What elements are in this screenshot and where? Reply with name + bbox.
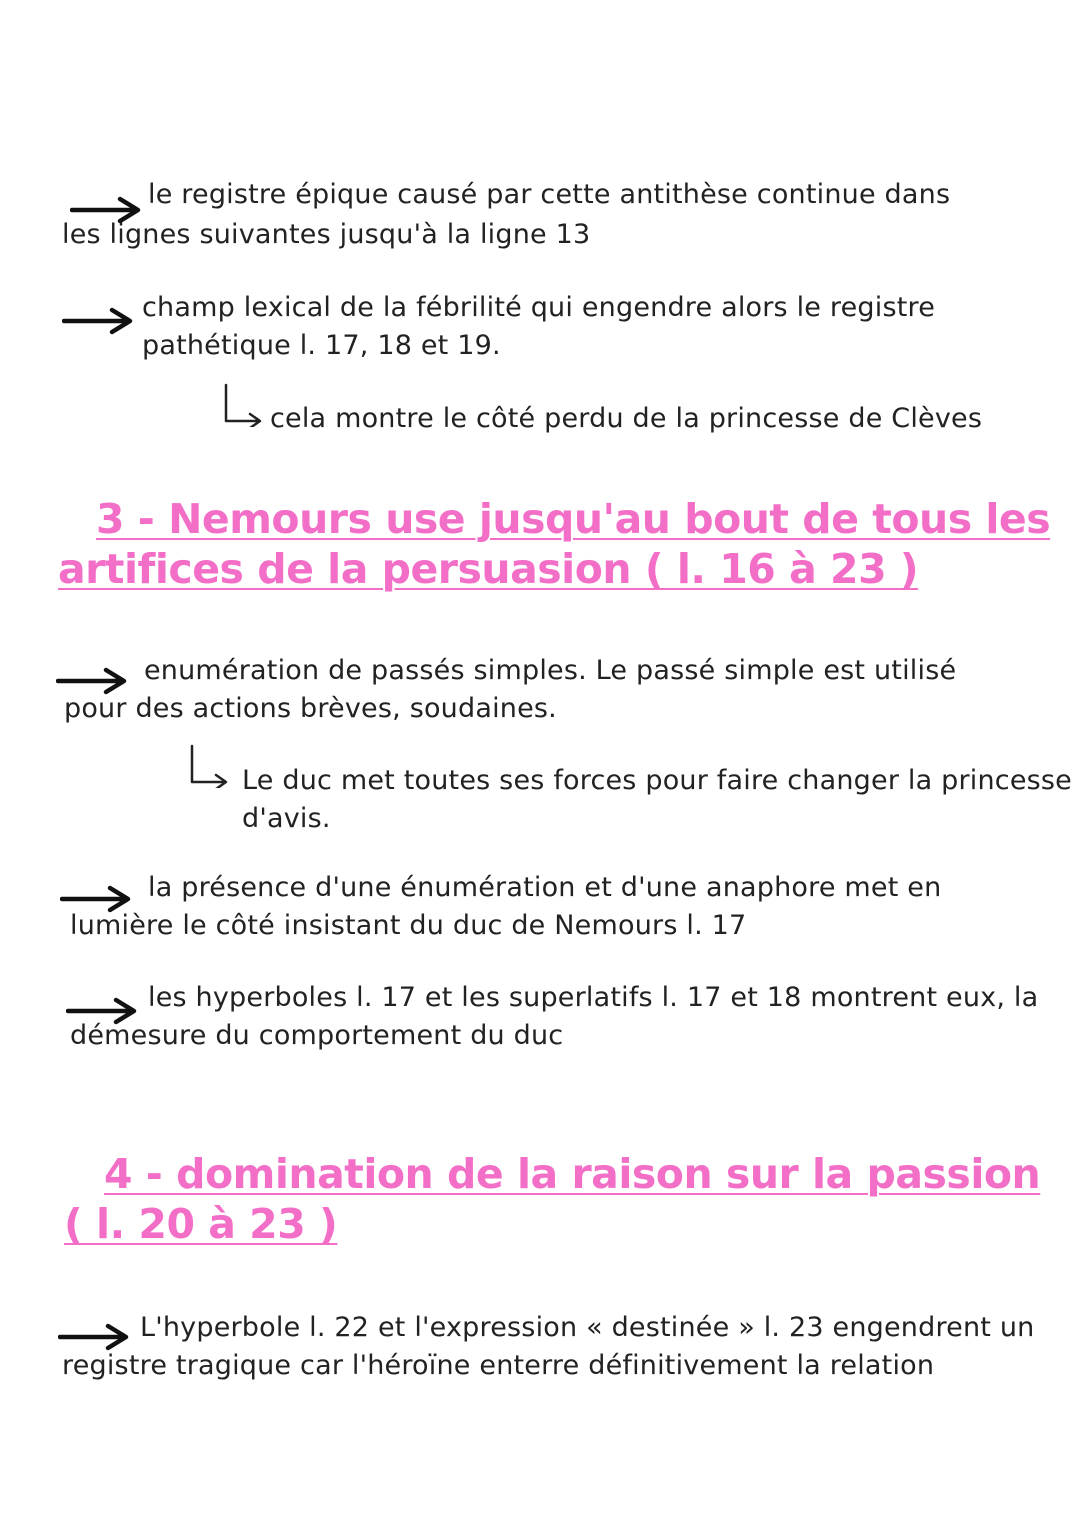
down-right-arrow-icon bbox=[186, 744, 236, 788]
note-text: démesure du comportement du duc bbox=[70, 1020, 564, 1051]
note-text: la présence d'une énumération et d'une anaphore met en bbox=[148, 872, 942, 903]
note-text: le registre épique causé par cette antithèse continue dans bbox=[148, 179, 951, 210]
note-text: lumière le côté insistant du duc de Nemours l. 17 bbox=[70, 910, 747, 941]
note-text: les hyperboles l. 17 et les superlatifs l. 17 et 18 montrent eux, la bbox=[148, 982, 1039, 1013]
section-heading: 3 - Nemours use jusqu'au bout de tous les bbox=[96, 495, 1051, 543]
down-right-arrow-icon bbox=[220, 383, 270, 427]
note-subtext: d'avis. bbox=[242, 803, 331, 834]
note-text: L'hyperbole l. 22 et l'expression « destinée » l. 23 engendrent un bbox=[140, 1312, 1035, 1343]
section-heading: 4 - domination de la raison sur la passion bbox=[104, 1150, 1041, 1198]
section-heading: artifices de la persuasion ( l. 16 à 23 ) bbox=[58, 545, 919, 593]
note-text: pour des actions brèves, soudaines. bbox=[64, 693, 557, 724]
note-text: les lignes suivantes jusqu'à la ligne 13 bbox=[62, 219, 591, 250]
note-text: champ lexical de la fébrilité qui engendre alors le registre bbox=[142, 292, 936, 323]
note-text: pathétique l. 17, 18 et 19. bbox=[142, 330, 501, 361]
note-subtext: Le duc met toutes ses forces pour faire changer la princesse bbox=[242, 765, 1072, 796]
right-arrow-icon bbox=[62, 306, 136, 336]
note-text: registre tragique car l'héroïne enterre définitivement la relation bbox=[62, 1350, 935, 1381]
section-heading: ( l. 20 à 23 ) bbox=[64, 1200, 338, 1248]
note-text: enumération de passés simples. Le passé simple est utilisé bbox=[144, 655, 957, 686]
note-subtext: cela montre le côté perdu de la princesse de Clèves bbox=[270, 403, 983, 434]
